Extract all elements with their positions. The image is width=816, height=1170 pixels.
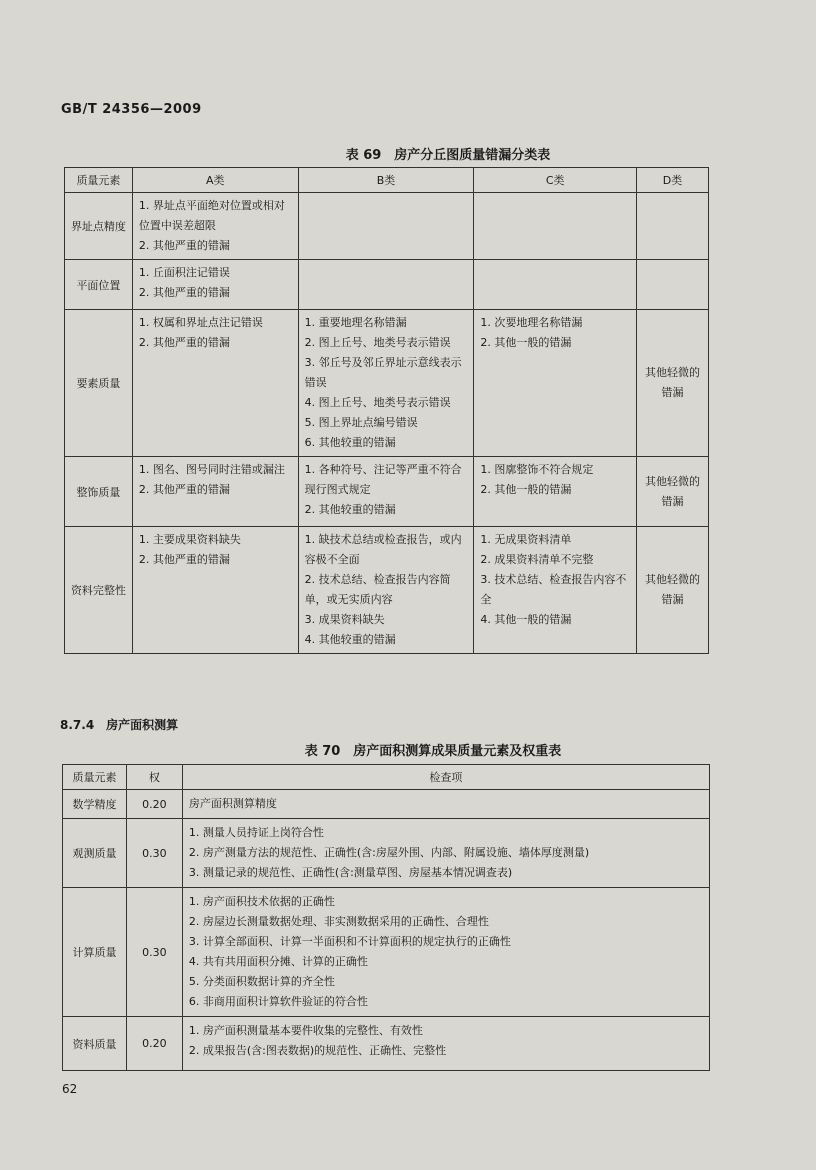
list-item: 1. 次要地理名称错漏: [480, 316, 583, 329]
section-heading: 8.7.4 房产面积测算: [60, 718, 179, 732]
list-item: 1. 图廓整饰不符合规定: [480, 463, 594, 476]
class-c-cell: [474, 260, 637, 310]
table69-col-header: C类: [474, 168, 637, 193]
table-row: [65, 527, 709, 654]
quality-element-cell: 观测质量: [63, 819, 127, 888]
table-row: [65, 457, 709, 527]
check-items-cell: [182, 819, 709, 888]
table69: [64, 167, 709, 654]
weight-cell: 0.20: [126, 790, 182, 819]
list-item: 1. 无成果资料清单: [480, 533, 572, 546]
table-row: [63, 888, 710, 1017]
list-item: 房产面积测算精度: [188, 797, 277, 810]
class-d-cell: 其他轻微的错漏: [637, 527, 709, 654]
list-item: 2. 技术总结、检查报告内容简单，或无实质内容: [304, 573, 451, 606]
list-item: 2. 其他严重的错漏: [138, 483, 230, 496]
list-item: 3. 计算全部面积、计算一半面积和不计算面积的规定执行的正确性: [188, 935, 511, 948]
quality-element-cell: 界址点精度: [65, 193, 133, 260]
table70-col-header: 质量元素: [63, 765, 127, 790]
class-c-cell: [474, 457, 637, 527]
table70-header-row: [63, 765, 710, 790]
class-d-cell: [637, 193, 709, 260]
list-item: 1. 丘面积注记错误: [138, 266, 230, 279]
table-row: [63, 1017, 710, 1071]
table70-col-header: 检查项: [182, 765, 709, 790]
list-item: 1. 房产面积技术依据的正确性: [188, 895, 335, 908]
list-item: 2. 房产测量方法的规范性、正确性(含:房屋外围、内部、附属设施、墙体厚度测量): [188, 846, 590, 859]
check-items-cell: [182, 888, 709, 1017]
table69-col-header: B类: [298, 168, 474, 193]
weight-cell: 0.30: [126, 819, 182, 888]
list-item: 2. 成果报告(含:图表数据)的规范性、正确性、完整性: [188, 1044, 447, 1057]
list-item: 4. 其他较重的错漏: [304, 633, 396, 646]
table70: [62, 764, 710, 1071]
list-item: 3. 技术总结、检查报告内容不全: [480, 573, 627, 606]
weight-cell: 0.20: [126, 1017, 182, 1071]
list-item: 1. 房产面积测量基本要件收集的完整性、有效性: [188, 1024, 423, 1037]
list-item: 3. 成果资料缺失: [304, 613, 385, 626]
class-a-cell: [132, 193, 298, 260]
list-item: 1. 界址点平面绝对位置或相对位置中误差超限: [138, 199, 285, 232]
quality-element-cell: 要素质量: [65, 310, 133, 457]
list-item: 2. 其他严重的错漏: [138, 553, 230, 566]
list-item: 1. 重要地理名称错漏: [304, 316, 407, 329]
table69-col-header: D类: [637, 168, 709, 193]
table-row: [63, 819, 710, 888]
page-number: 62: [62, 1082, 78, 1096]
class-a-cell: [132, 527, 298, 654]
class-a-cell: [132, 457, 298, 527]
list-item: 6. 其他较重的错漏: [304, 436, 396, 449]
weight-cell: 0.30: [126, 888, 182, 1017]
class-b-cell: [298, 457, 474, 527]
list-item: 2. 房屋边长测量数据处理、非实测数据采用的正确性、合理性: [188, 915, 489, 928]
list-item: 1. 主要成果资料缺失: [138, 533, 241, 546]
table-row: [65, 260, 709, 310]
class-a-cell: [132, 260, 298, 310]
class-c-cell: [474, 527, 637, 654]
quality-element-cell: 整饰质量: [65, 457, 133, 527]
list-item: 1. 图名、图号同时注错或漏注: [138, 463, 285, 476]
list-item: 2. 其他严重的错漏: [138, 239, 230, 252]
list-item: 2. 其他严重的错漏: [138, 286, 230, 299]
table69-header-row: [65, 168, 709, 193]
standard-header: GB/T 24356—2009: [61, 102, 202, 117]
table69-col-header: A类: [132, 168, 298, 193]
table69-col-header: 质量元素: [65, 168, 133, 193]
list-item: 2. 成果资料清单不完整: [480, 553, 594, 566]
class-b-cell: [298, 310, 474, 457]
list-item: 5. 图上界址点编号错误: [304, 416, 418, 429]
list-item: 1. 权属和界址点注记错误: [138, 316, 263, 329]
list-item: 2. 其他一般的错漏: [480, 336, 572, 349]
list-item: 2. 其他严重的错漏: [138, 336, 230, 349]
class-d-cell: 其他轻微的错漏: [637, 457, 709, 527]
table-row: [65, 310, 709, 457]
table-row: [63, 790, 710, 819]
check-items-cell: [182, 790, 709, 819]
class-a-cell: [132, 310, 298, 457]
list-item: 4. 其他一般的错漏: [480, 613, 572, 626]
table70-title: 表 70 房产面积测算成果质量元素及权重表: [304, 744, 562, 759]
list-item: 1. 各种符号、注记等严重不符合现行图式规定: [304, 463, 462, 496]
check-items-cell: [182, 1017, 709, 1071]
table70-col-header: 权: [126, 765, 182, 790]
class-b-cell: [298, 193, 474, 260]
table69-title: 表 69 房产分丘图质量错漏分类表: [345, 148, 551, 163]
class-b-cell: [298, 527, 474, 654]
list-item: 1. 缺技术总结或检查报告，或内容极不全面: [304, 533, 462, 566]
list-item: 1. 测量人员持证上岗符合性: [188, 826, 324, 839]
class-c-cell: [474, 310, 637, 457]
list-item: 2. 其他较重的错漏: [304, 503, 396, 516]
list-item: 2. 图上丘号、地类号表示错误: [304, 336, 451, 349]
quality-element-cell: 计算质量: [63, 888, 127, 1017]
list-item: 6. 非商用面积计算软件验证的符合性: [188, 995, 368, 1008]
list-item: 2. 其他一般的错漏: [480, 483, 572, 496]
class-b-cell: [298, 260, 474, 310]
table-row: [65, 193, 709, 260]
list-item: 5. 分类面积数据计算的齐全性: [188, 975, 335, 988]
list-item: 4. 共有共用面积分摊、计算的正确性: [188, 955, 368, 968]
quality-element-cell: 资料完整性: [65, 527, 133, 654]
list-item: 4. 图上丘号、地类号表示错误: [304, 396, 451, 409]
class-d-cell: 其他轻微的错漏: [637, 310, 709, 457]
class-d-cell: [637, 260, 709, 310]
quality-element-cell: 资料质量: [63, 1017, 127, 1071]
class-c-cell: [474, 193, 637, 260]
list-item: 3. 测量记录的规范性、正确性(含:测量草图、房屋基本情况调查表): [188, 866, 513, 879]
quality-element-cell: 数学精度: [63, 790, 127, 819]
list-item: 3. 邻丘号及邻丘界址示意线表示错误: [304, 356, 462, 389]
quality-element-cell: 平面位置: [65, 260, 133, 310]
